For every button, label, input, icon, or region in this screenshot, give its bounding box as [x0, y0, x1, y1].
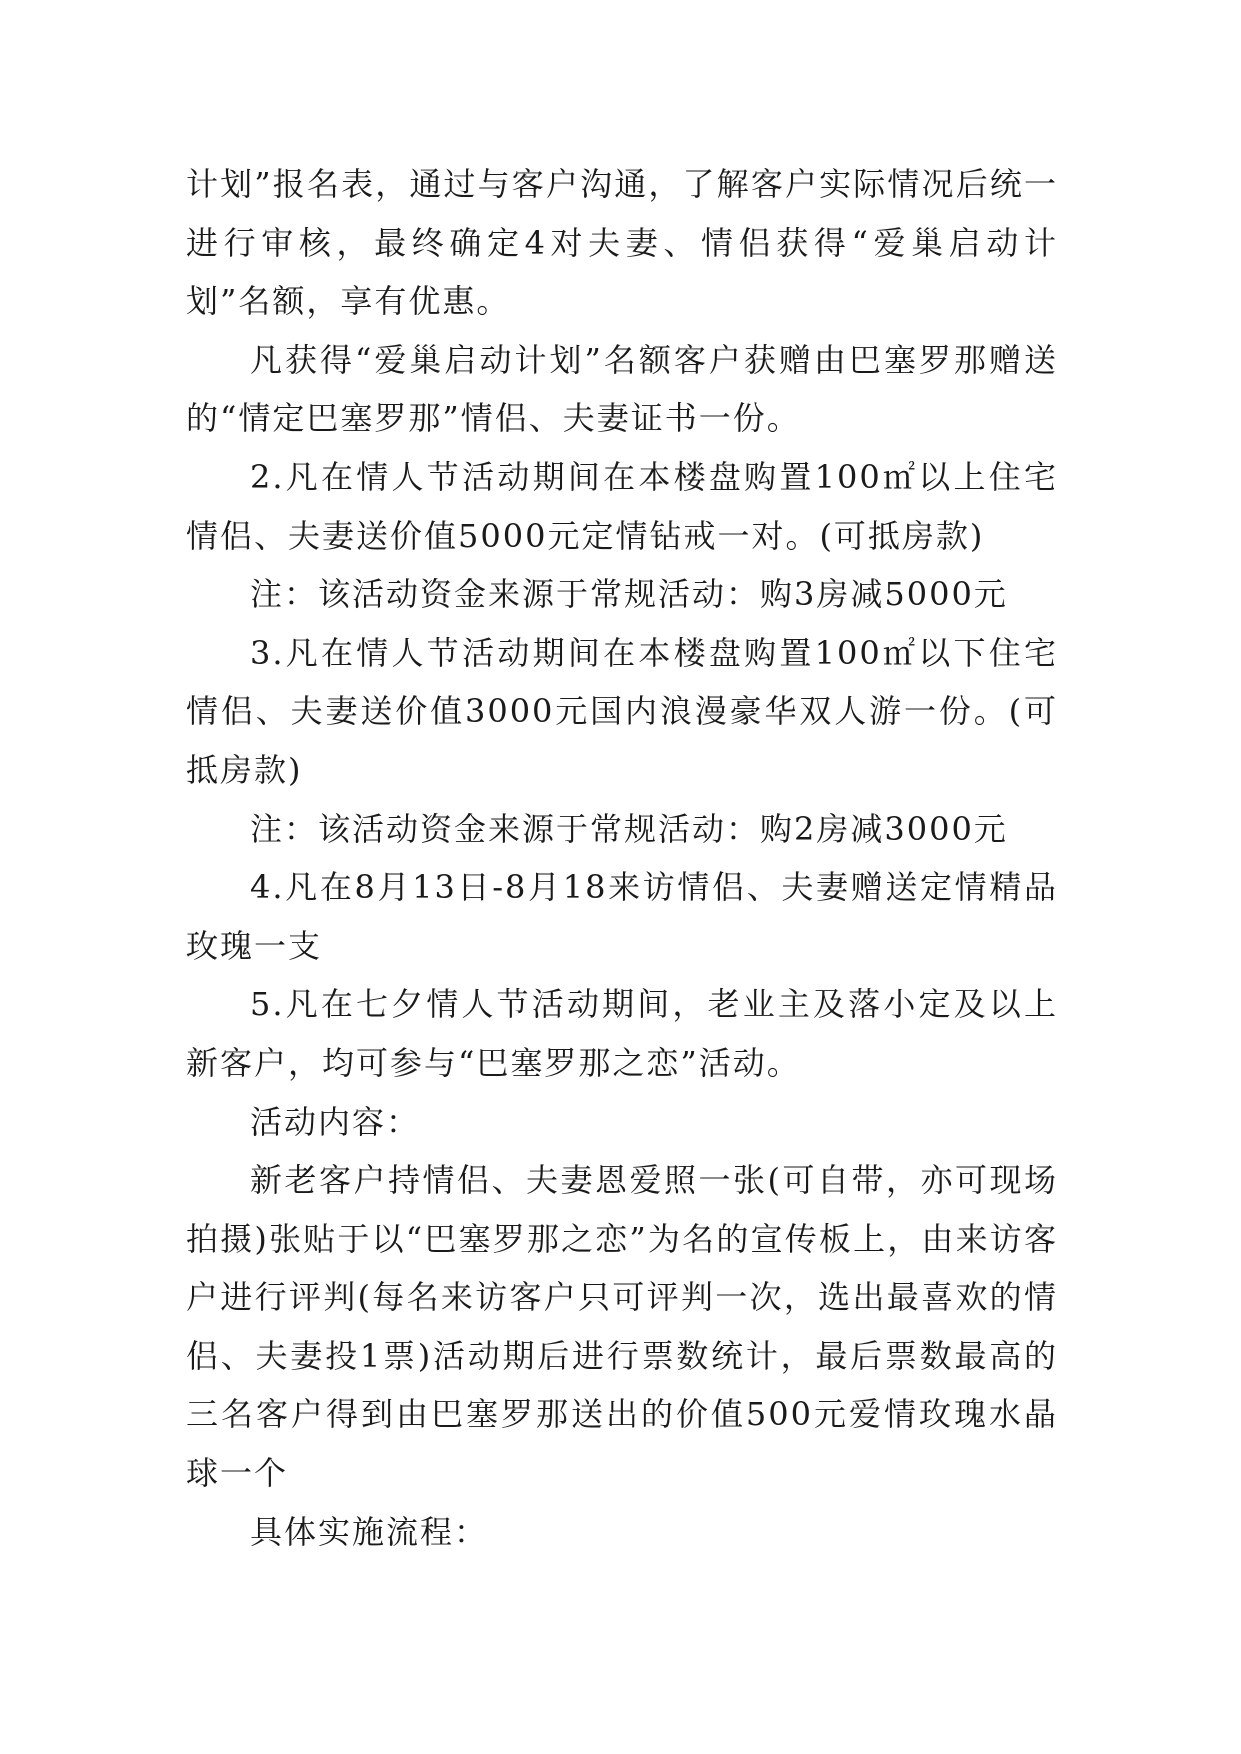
paragraph-3: 2.凡在情人节活动期间在本楼盘购置100㎡以上住宅情侣、夫妻送价值5000元定情钻戒一对。(可抵房款)	[186, 457, 1058, 555]
paragraph-1: 计划”报名表，通过与客户沟通，了解客户实际情况后统一进行审核，最终确定4对夫妻、情侣获得“爱巢启动计划”名额，享有优惠。	[186, 165, 1058, 321]
paragraph-7: 4.凡在8月13日-8月18来访情侣、夫妻赠送定情精品玫瑰一支	[186, 868, 1058, 965]
paragraph-11: 具体实施流程：	[250, 1512, 489, 1551]
paragraph-10: 新老客户持情侣、夫妻恩爱照一张(可自带，亦可现场拍摄)张贴于以“巴塞罗那之恋”为名的宣传板上，由来访客户进行评判(每名来访客户只可评判一次，选出最喜欢的情侣、夫妻投1票)活动期后进行票数统计，最后票数最高的三名客户得到由巴塞罗那送出的价值500元爱情玫瑰水晶球一个	[186, 1161, 1058, 1493]
paragraph-4: 注：该活动资金来源于常规活动：购3房减5000元	[250, 575, 1008, 614]
paragraph-5: 3.凡在情人节活动期间在本楼盘购置100㎡以下住宅情侣、夫妻送价值3000元国内浪漫豪华双人游一份。(可抵房款)	[186, 633, 1058, 789]
paragraph-6: 注：该活动资金来源于常规活动：购2房减3000元	[250, 809, 1008, 848]
paragraph-2: 凡获得“爱巢启动计划”名额客户获赠由巴塞罗那赠送的“情定巴塞罗那”情侣、夫妻证书一份。	[186, 340, 1058, 438]
document-body	[186, 155, 1058, 1561]
paragraph-9: 活动内容：	[250, 1102, 421, 1141]
paragraph-8: 5.凡在七夕情人节活动期间，老业主及落小定及以上新客户，均可参与“巴塞罗那之恋”活动。	[186, 985, 1058, 1082]
